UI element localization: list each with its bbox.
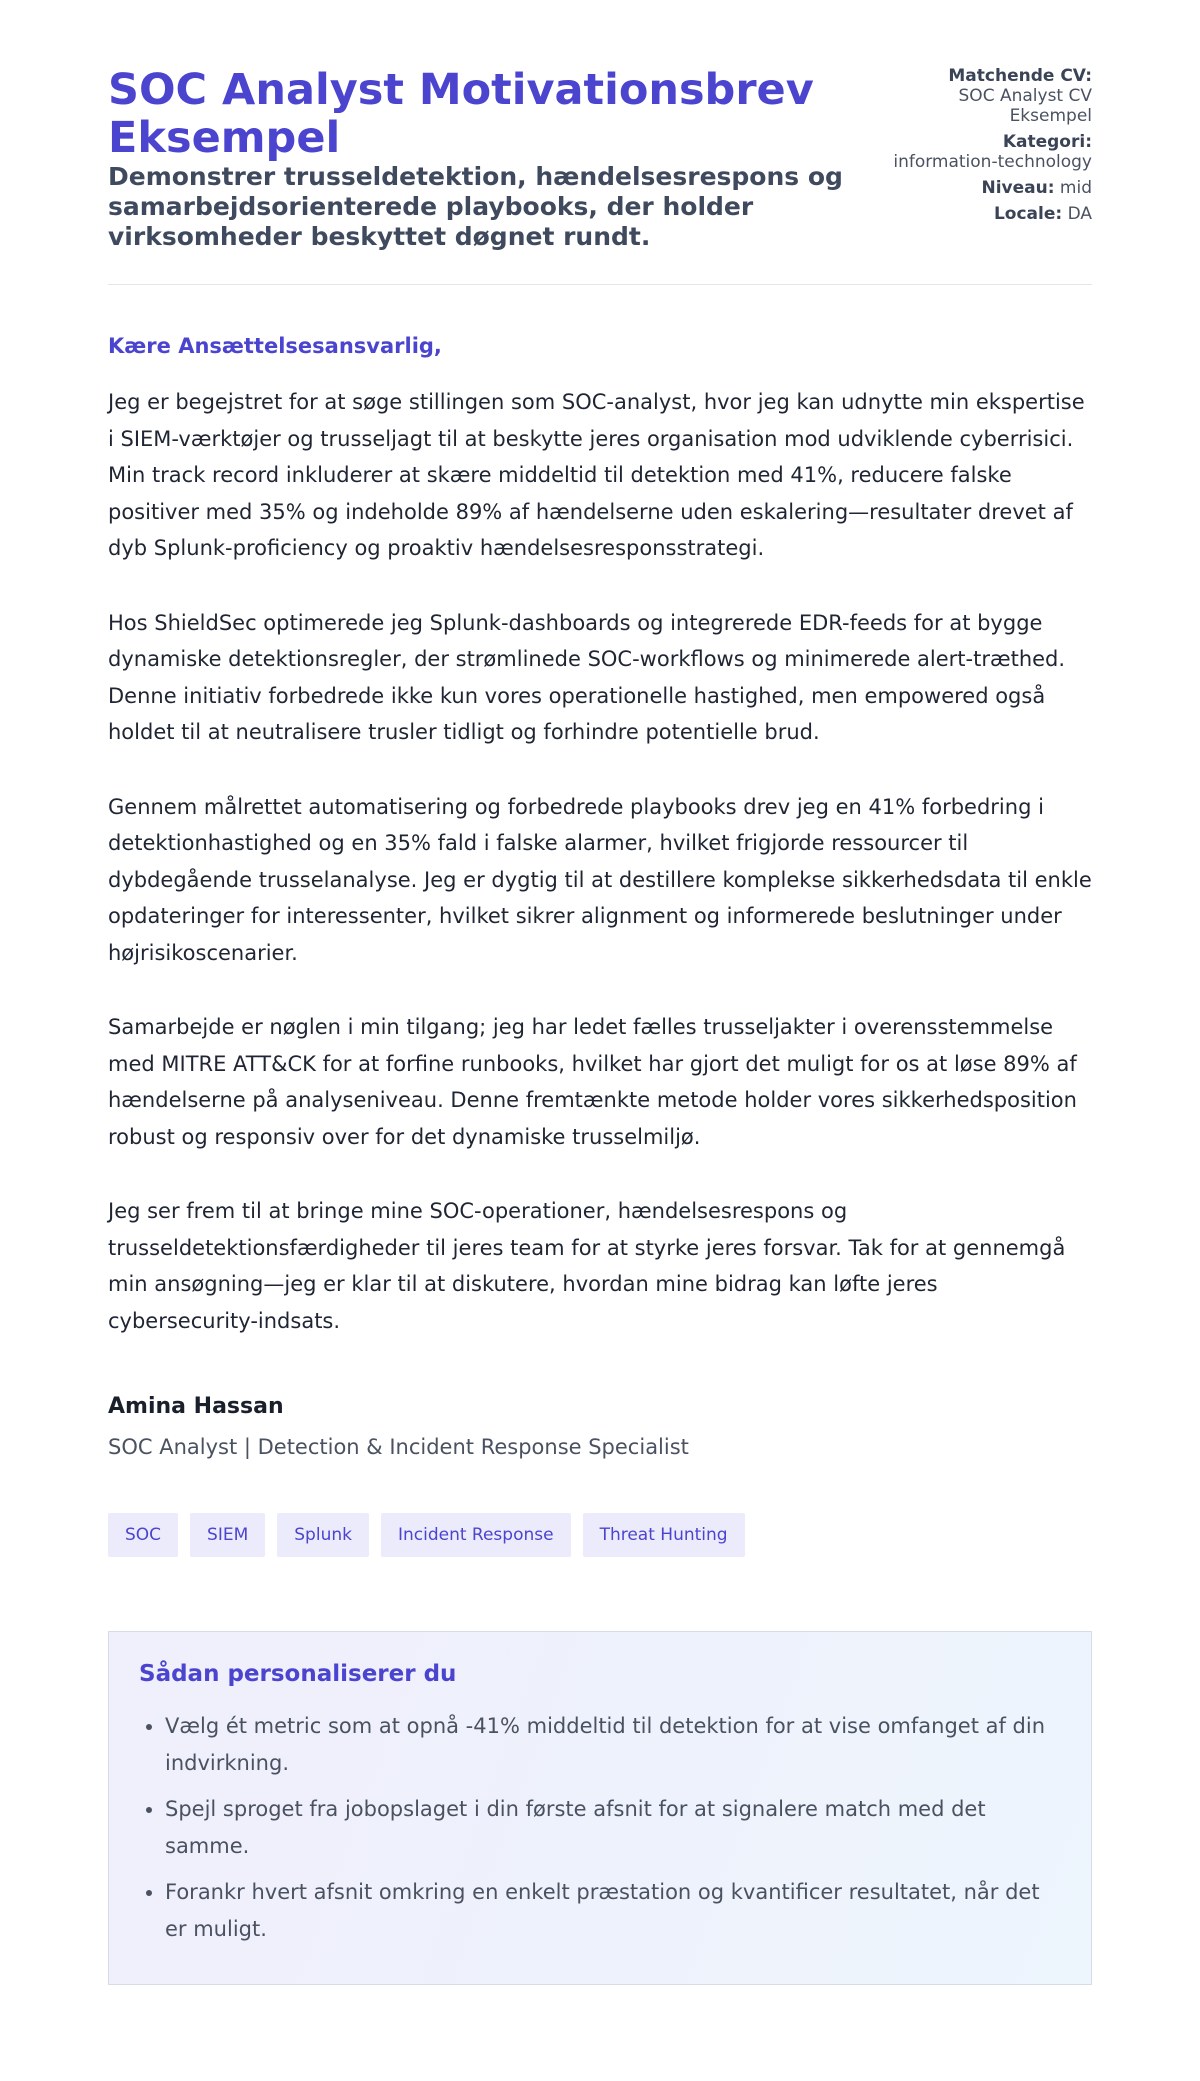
page-header — [108, 0, 1092, 251]
tag-siem: SIEM — [190, 1513, 265, 1557]
meta-category-value: information-technology — [893, 152, 1092, 172]
meta-locale-label: Locale: — [993, 204, 1063, 224]
letter-paragraph: Samarbejde er nøglen i min tilgang; jeg har ledet fælles trusseljakter i overensstemmelse med MITRE ATT&CK for at forfine runbooks, hvilket har gjort det muligt for os at løse 89% af hændelserne på analyseniveau. Denne fremtænkte metode holder vores sikkerhedsposition robust og responsiv over for det dynamiske trusselmiljø. — [108, 1015, 1077, 1149]
letter-paragraph: Hos ShieldSec optimerede jeg Splunk-dashboards og integrerede EDR-feeds for at bygge dynamiske detektionsregler, der strømlinede SOC-workflows og minimerede alert-træthed. Denne initiativ forbedrede ikke kun vores operationelle hastighed, men empowered også holdet til at neutralisere trusler tidligt og forhindre potentielle brud. — [108, 610, 1066, 744]
tag-splunk: Splunk — [277, 1513, 369, 1557]
meta-matching-cv — [892, 66, 1092, 126]
meta-category-label: Kategori: — [1002, 132, 1092, 152]
letter-paragraph: Jeg er begejstret for at søge stillingen som SOC-analyst, hvor jeg kan udnytte min ekspertise i SIEM-værktøjer og trusseljagt til at beskytte jeres organisation mod udviklende cyberrisici. Min track record inkluderer at skære middeltid til detektion med 41%, reducere falske positiver med 35% og indeholde 89% af hændelserne uden eskalering—resultater drevet af dyb Splunk-proficiency og proaktiv hændelsesresponsstrategi. — [108, 390, 1085, 560]
meta-locale — [892, 204, 1092, 224]
tips-list — [139, 1708, 1061, 1947]
page-title: SOC Analyst Motivationsbrev Eksempel — [108, 65, 814, 163]
tip-item: • Vælg ét metric som at opnå -41% middeltid til detektion for at vise omfanget af din indvirkning. — [165, 1708, 1061, 1781]
meta-level-value: mid — [1059, 178, 1092, 198]
meta-locale-value: DA — [1067, 204, 1092, 224]
meta-level — [892, 178, 1092, 198]
signature-name: Amina Hassan — [108, 1394, 284, 1419]
meta-panel — [892, 66, 1092, 230]
tip-item: • Forankr hvert afsnit omkring en enkelt præstation og kvantificer resultatet, når det er muligt. — [165, 1874, 1061, 1947]
personalization-tips — [108, 1631, 1092, 1985]
meta-category — [892, 132, 1092, 172]
tag-incident-response: Incident Response — [381, 1513, 571, 1557]
meta-level-label: Niveau: — [981, 178, 1055, 198]
letter-paragraphs — [108, 384, 1092, 1339]
tag-threat-hunting: Threat Hunting — [583, 1513, 745, 1557]
salutation: Kære Ansættelsesansvarlig, — [108, 334, 442, 358]
meta-matching-cv-value: SOC Analyst CV Eksempel — [958, 86, 1092, 126]
signature-title: SOC Analyst | Detection & Incident Response Specialist — [108, 1435, 689, 1459]
letter-body — [108, 220, 1092, 1461]
page-subtitle: Demonstrer trusseldetektion, hændelsesrespons og samarbejdsorienterede playbooks, der holder virksomheder beskyttet døgnet rundt. — [108, 162, 843, 251]
letter-paragraph: Gennem målrettet automatisering og forbedrede playbooks drev jeg en 41% forbedring i detektionhastighed og en 35% fald i falske alarmer, hvilket frigjorde ressourcer til dybdegående trusselanalyse. Jeg er dygtig til at destillere komplekse sikkerhedsdata til enkle opdateringer for interessenter, hvilket sikrer alignment og informerede beslutninger under højrisikoscenarier. — [108, 794, 1092, 965]
letter-paragraph: Jeg ser frem til at bringe mine SOC-operationer, hændelsesrespons og trusseldetektionsfærdigheder til jeres team for at styrke jeres forsvar. Tak for at gennemgå min ansøgning—jeg er klar til at diskutere, hvordan mine bidrag kan løfte jeres cybersecurity-indsats. — [108, 1199, 1066, 1333]
tips-title: Sådan personaliserer du — [139, 1661, 457, 1687]
tag-soc: SOC — [108, 1513, 178, 1557]
tip-item: • Spejl sproget fra jobopslaget i din første afsnit for at signalere match med det samme. — [165, 1791, 1061, 1864]
skill-tags — [108, 1513, 1092, 1557]
meta-matching-cv-label: Matchende CV: — [948, 66, 1092, 86]
header-divider — [108, 284, 1092, 285]
